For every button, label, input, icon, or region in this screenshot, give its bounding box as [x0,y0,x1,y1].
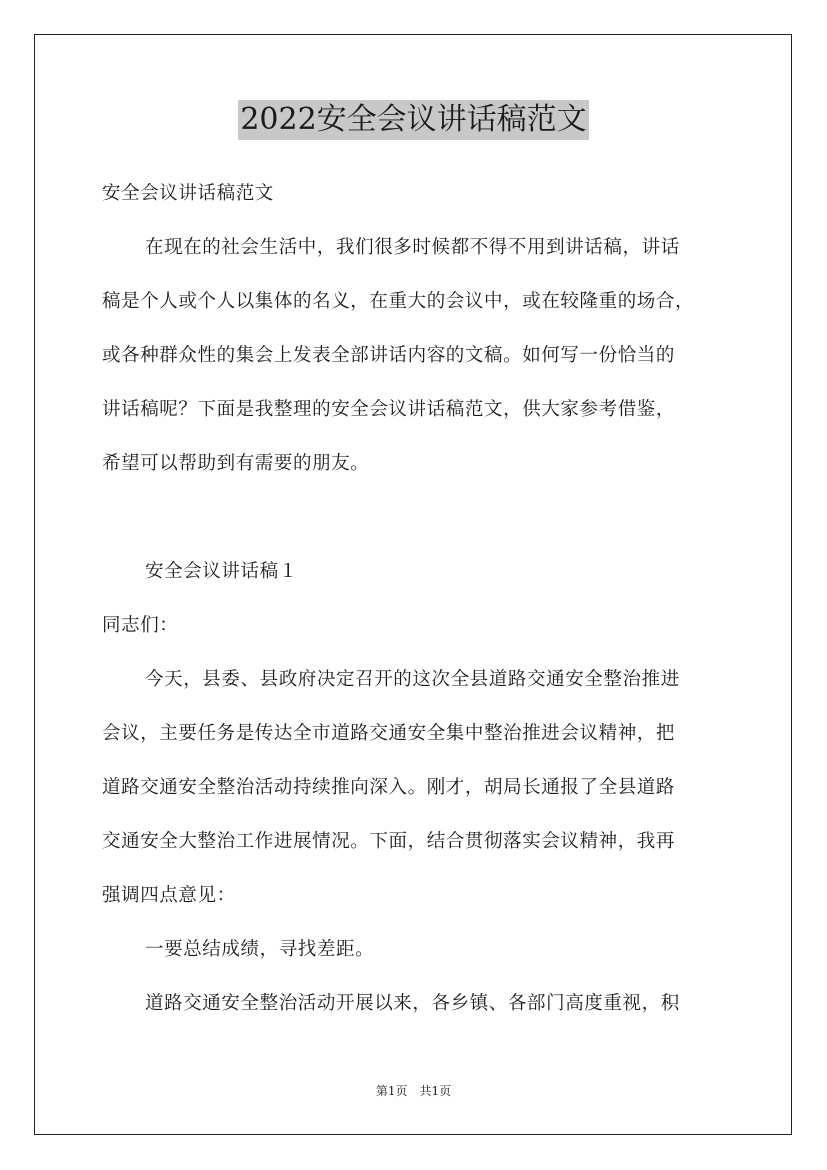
intro-line: 希望可以帮助到有需要的朋友。 [102,453,370,474]
body-line: 会议，主要任务是传达全市道路交通安全集中整治推进会议精神，把 [102,723,676,744]
title-container [0,100,827,140]
document-title: 2022安全会议讲话稿范文 [238,100,588,140]
page-footer: 第1页 共1页 [375,1084,452,1098]
section-heading: 安全会议讲话稿１ [145,561,298,582]
body-line: 今天，县委、县政府决定召开的这次全县道路交通安全整治推进 [145,669,680,690]
body-line: 道路交通安全整治活动开展以来，各乡镇、各部门高度重视，积 [145,993,680,1014]
body-line: 道路交通安全整治活动持续推向深入。刚才，胡局长通报了全县道路 [102,777,676,798]
body-line: 交通安全大整治工作进展情况。下面，结合贯彻落实会议精神，我再 [102,831,676,852]
intro-line: 稿是个人或个人以集体的名义，在重大的会议中，或在较隆重的场合， [102,291,695,312]
document-subtitle: 安全会议讲话稿范文 [102,183,274,204]
intro-line: 或各种群众性的集会上发表全部讲话内容的文稿。如何写一份恰当的 [102,345,676,366]
intro-line: 讲话稿呢？下面是我整理的安全会议讲话稿范文，供大家参考借鉴， [102,399,676,420]
body-line: 强调四点意见： [102,885,236,906]
point-heading: 一要总结成绩，寻找差距。 [145,939,375,960]
intro-line: 在现在的社会生活中，我们很多时候都不得不用到讲话稿，讲话 [145,237,680,258]
salutation: 同志们： [102,615,179,636]
